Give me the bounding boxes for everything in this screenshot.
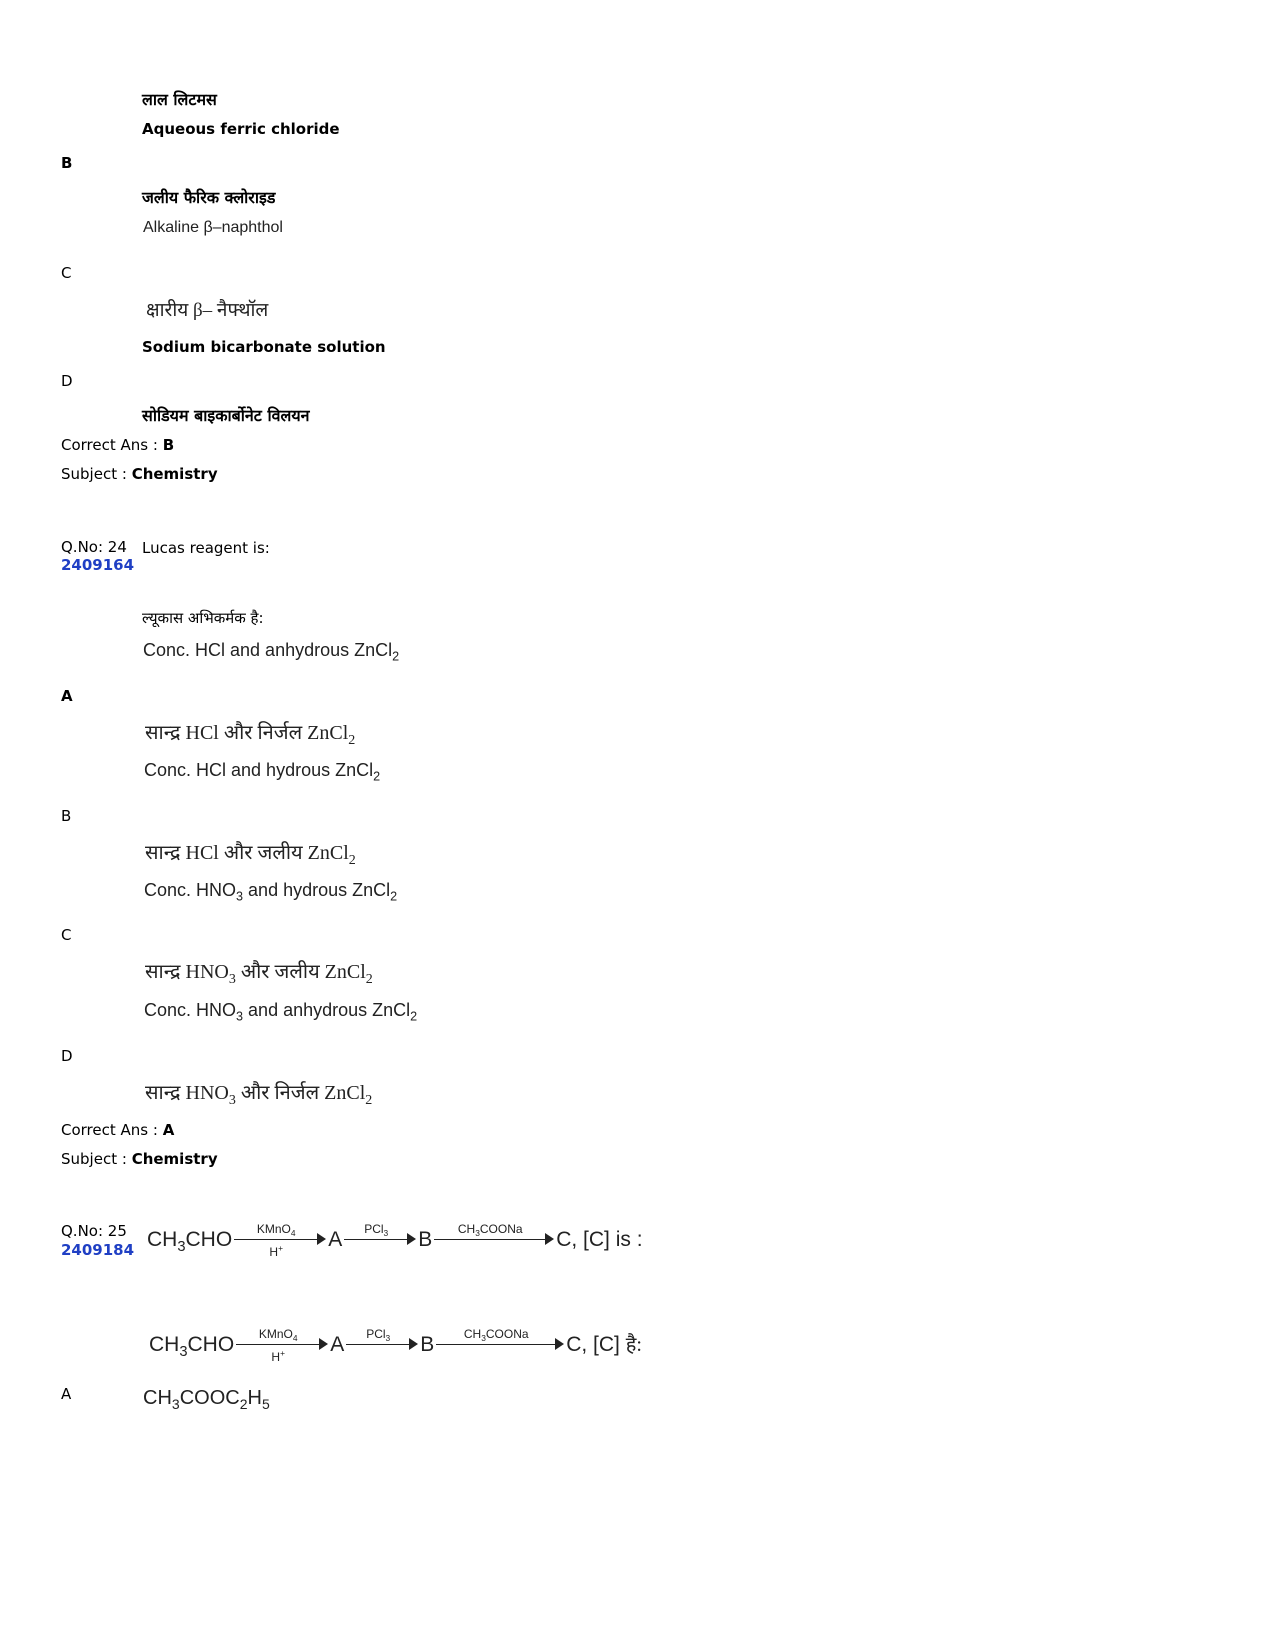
option-a-label: A xyxy=(61,687,73,705)
question-number: Q.No: 25 xyxy=(61,1222,127,1240)
reaction-tail: C, [C] is : xyxy=(556,1228,643,1251)
reactant: $CH_3CHO$ xyxy=(149,1333,235,1361)
correct-answer-label: Correct Ans : xyxy=(61,436,158,454)
subject-label: Subject : xyxy=(61,1150,127,1168)
option-c-english: Conc. $HNO_3$ and hydrous ZnCl$_2$ xyxy=(144,880,398,904)
intermediate-b: B xyxy=(420,1333,435,1356)
correct-answer xyxy=(61,1121,174,1139)
subject xyxy=(61,1150,218,1168)
option-d-hindi: सान्द्र $HNO_3$ और निर्जल ZnCl$_2$ xyxy=(145,1082,373,1108)
reaction-arrow: PCl$_3$ xyxy=(346,1333,418,1357)
reaction-arrow: $CH_3COONa$ xyxy=(436,1333,564,1357)
question-number: Q.No: 24 xyxy=(61,538,127,556)
option-d-label: D xyxy=(61,372,73,390)
question-text-english: Lucas reagent is: xyxy=(142,539,270,557)
option-a-hindi: लाल लिटमस xyxy=(142,90,217,109)
reaction-tail: C, [C] है: xyxy=(566,1333,642,1356)
question-text-hindi: ल्यूकास अभिकर्मक है: xyxy=(142,609,264,627)
option-a-formula: $CH_3COOC_2H_5$ xyxy=(143,1387,270,1412)
subject xyxy=(61,465,218,483)
subject-value: Chemistry xyxy=(131,1150,218,1168)
option-b-label: B xyxy=(61,154,73,172)
option-c-hindi: क्षारीय β– नैफ्थॉल xyxy=(146,300,269,321)
option-b-hindi: जलीय फैरिक क्लोराइड xyxy=(142,188,276,207)
correct-answer-value: A xyxy=(162,1121,175,1139)
intermediate-b: B xyxy=(418,1228,433,1251)
option-b-label: B xyxy=(61,807,72,825)
option-b-english: Aqueous ferric chloride xyxy=(142,120,340,138)
option-b-english: Conc. HCl and hydrous ZnCl$_2$ xyxy=(144,760,381,784)
option-d-english: Conc. $HNO_3$ and anhydrous ZnCl$_2$ xyxy=(144,1000,418,1024)
correct-answer xyxy=(61,436,174,454)
question-id: 2409164 xyxy=(61,556,135,574)
option-d-hindi: सोडियम बाइकार्बोनेट विलयन xyxy=(142,406,310,425)
reaction-arrow: PCl$_3$ xyxy=(344,1228,416,1252)
intermediate-a: A xyxy=(328,1228,343,1251)
question-id: 2409184 xyxy=(61,1241,135,1259)
option-a-hindi: सान्द्र HCl और निर्जल ZnCl$_2$ xyxy=(145,722,356,748)
reaction-arrow: $CH_3COONa$ xyxy=(434,1228,554,1252)
option-c-english: Alkaline β–naphthol xyxy=(143,219,283,236)
reaction-arrow: KMnO$_4$ H+ xyxy=(234,1228,326,1252)
correct-answer-value: B xyxy=(162,436,175,454)
option-c-hindi: सान्द्र $HNO_3$ और जलीय ZnCl$_2$ xyxy=(145,961,373,987)
subject-label: Subject : xyxy=(61,465,127,483)
intermediate-a: A xyxy=(330,1333,345,1356)
option-b-hindi: सान्द्र HCl और जलीय ZnCl$_2$ xyxy=(145,842,356,868)
option-a-english: Conc. HCl and anhydrous ZnCl$_2$ xyxy=(143,640,400,664)
reaction-scheme-hindi xyxy=(149,1327,642,1365)
reaction-arrow: KMnO$_4$ H+ xyxy=(236,1333,328,1357)
option-a-label: A xyxy=(61,1385,72,1403)
option-c-label: C xyxy=(61,264,72,282)
option-c-label: C xyxy=(61,926,72,944)
option-d-english: Sodium bicarbonate solution xyxy=(142,338,386,356)
subject-value: Chemistry xyxy=(131,465,218,483)
option-d-label: D xyxy=(61,1047,73,1065)
correct-answer-label: Correct Ans : xyxy=(61,1121,158,1139)
reactant: $CH_3CHO$ xyxy=(147,1228,233,1256)
reaction-scheme-english xyxy=(147,1222,643,1260)
